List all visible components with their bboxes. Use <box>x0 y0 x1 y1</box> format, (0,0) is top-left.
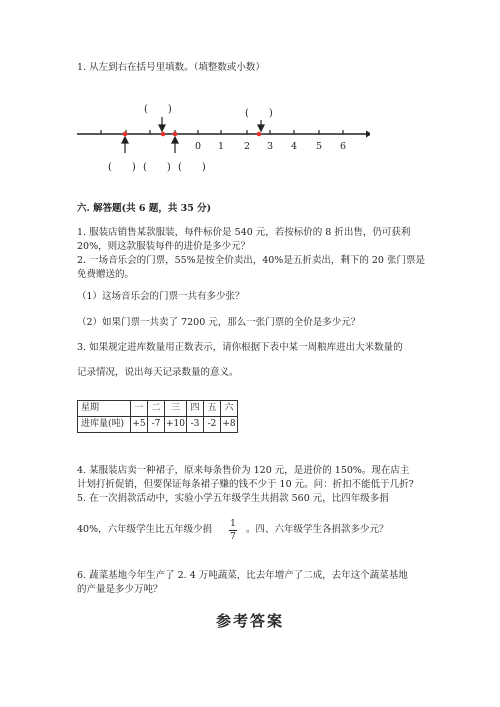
fraction-one-seventh <box>228 519 238 542</box>
up-arrow-1-head <box>122 137 128 143</box>
tick-label-6: 6 <box>339 141 347 152</box>
blank-bottom-1: ( ) <box>108 162 136 173</box>
fraction-bar <box>229 530 237 531</box>
down-arrow-2-head <box>258 125 264 131</box>
value-cell: +5 <box>131 417 148 433</box>
day-cell: 三 <box>165 401 187 417</box>
problem-5-line-1: 5. 在一次捐款活动中，实验小学五年级学生共捐款 560 元，比四年级多捐 <box>77 493 389 504</box>
value-cell: -2 <box>204 417 221 433</box>
q1-title: 1. 从左到右在括号里填数。（填整数或小数） <box>77 62 265 73</box>
value-cell: -7 <box>148 417 165 433</box>
number-line-arrowhead <box>366 131 370 138</box>
tick-label-5: 5 <box>315 141 323 152</box>
answer-blanks-top <box>144 104 273 119</box>
problem-3-line-2: 记录情况，说出每天记录数量的意义。 <box>77 367 239 378</box>
problem-6-line-1: 6. 蔬菜基地今年生产了 2. 4 万吨蔬菜，比去年增产了二成，去年这个蔬菜基地 <box>77 570 408 581</box>
number-line-figure <box>70 98 370 178</box>
day-cell: 二 <box>148 401 165 417</box>
blank-top-2: ( ) <box>245 108 273 119</box>
value-cell: +10 <box>165 417 187 433</box>
problem-1-line-1: 1. 服装店销售某款服装，每件标价是 540 元，若按标价的 8 折出售，仍可获利 <box>77 227 411 238</box>
section-6-title: 六. 解答题(共 6 题，共 35 分) <box>77 203 212 214</box>
blank-top-1: ( ) <box>144 104 172 115</box>
answer-key-title: 参考答案 <box>215 612 284 630</box>
value-cell: -3 <box>187 417 204 433</box>
problem-4-line-1: 4. 某服装店卖一种裙子，原来每条售价为 120 元，是进价的 150%。现在店主 <box>77 465 410 476</box>
day-cell: 四 <box>187 401 204 417</box>
blank-bottom-2: ( ) <box>143 162 171 173</box>
tick-label-2: 2 <box>243 141 251 152</box>
problem-6-line-2: 的产量是多少万吨？ <box>77 584 163 595</box>
table-row-values <box>78 417 238 433</box>
problem-5-line-2-post: 。四、六年级学生各捐款多少元？ <box>246 524 389 535</box>
grain-stock-table <box>77 400 238 433</box>
problem-2-line-1: 2. 一场音乐会的门票，55%是按全价卖出，40%是五折卖出，剩下的 20 张门票是 <box>77 255 425 266</box>
problem-4-line-2: 计划打折促销，但要保证每条裙子赚的钱不少于 10 元。问：折扣不能低于几折? <box>77 479 414 490</box>
down-arrow-1-head <box>159 125 165 131</box>
fraction-denominator: 7 <box>230 532 236 542</box>
problem-3-line-1: 3. 如果规定进库数量用正数表示，请你根据下表中某一周粮库进出大米数量的 <box>77 342 403 353</box>
tick-label-1: 1 <box>217 141 225 152</box>
problem-2-sub-1: （1）这场音乐会的门票一共有多少张？ <box>77 291 245 302</box>
number-line-point-3 <box>257 132 262 137</box>
down-arrows <box>159 117 264 131</box>
day-cell: 一 <box>131 401 148 417</box>
table-header-weekday: 星期 <box>78 401 131 417</box>
up-arrow-2-head <box>172 137 178 143</box>
number-line-point-2 <box>173 132 178 137</box>
table-row-days <box>78 401 238 417</box>
table-header-stock-amount: 进库量(吨) <box>78 417 131 433</box>
problem-1-line-2: 20%，则这款服装每件的进价是多少元？ <box>77 241 251 252</box>
tick-label-4: 4 <box>290 141 298 152</box>
answer-blanks-bottom <box>108 162 206 173</box>
number-line-point-0 <box>123 132 128 137</box>
problem-2-line-2: 免费赠送的。 <box>77 269 135 280</box>
number-line-point-1 <box>161 132 166 137</box>
number-line-labels <box>195 141 346 152</box>
problem-5-line-2-pre: 40%，六年级学生比五年级少捐 <box>77 524 213 535</box>
day-cell: 六 <box>221 401 238 417</box>
tick-label-0: 0 <box>194 141 202 152</box>
problem-2-sub-2: （2）如果门票一共卖了 7200 元，那么一张门票的全价是多少元？ <box>77 317 361 328</box>
blank-bottom-3: ( ) <box>178 162 206 173</box>
up-arrows <box>122 137 178 153</box>
value-cell: +8 <box>221 417 238 433</box>
fraction-numerator: 1 <box>230 519 236 529</box>
day-cell: 五 <box>204 401 221 417</box>
tick-label-3: 3 <box>266 141 274 152</box>
